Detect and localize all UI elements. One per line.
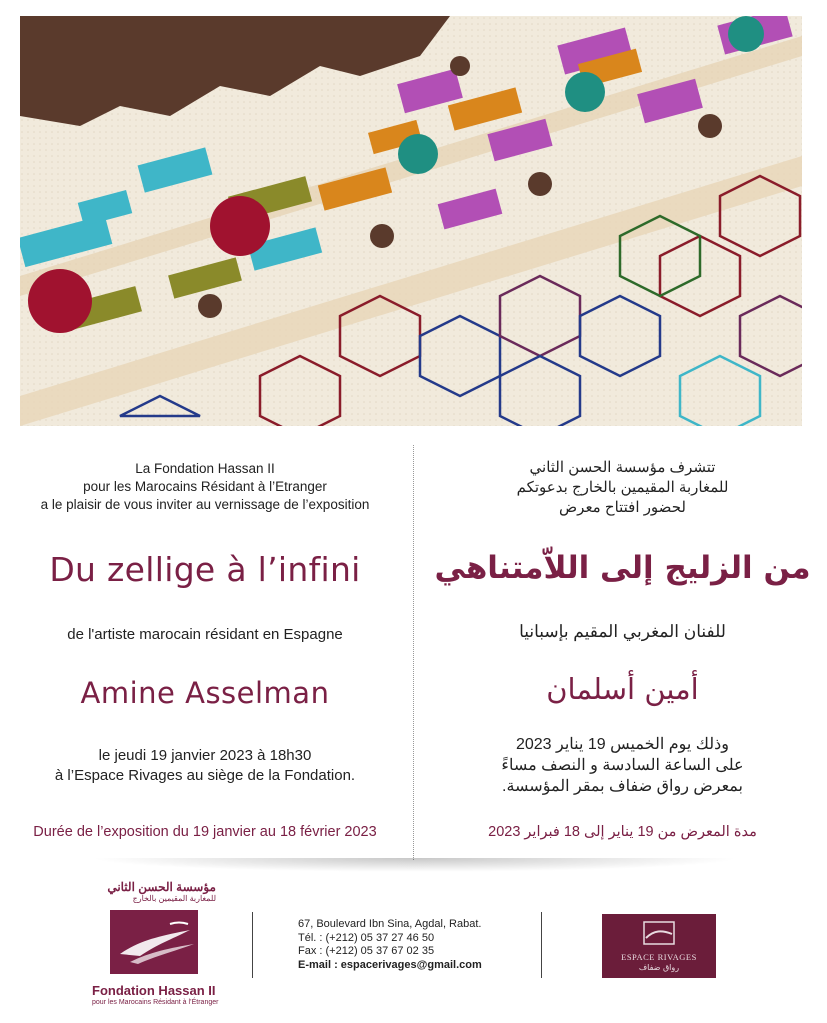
fondation-logo-arabic — [88, 880, 216, 903]
date-fr-line-1: le jeudi 19 janvier 2023 à 18h30 — [98, 747, 312, 764]
zellige-pattern-illustration — [20, 16, 802, 426]
intro-french — [0, 460, 410, 514]
intro-fr-line-2: pour les Marocains Résidant à l’Etranger — [83, 479, 327, 494]
artist-name-fr: Amine Asselman — [80, 676, 330, 710]
exhibition-duration-fr: Durée de l’exposition du 19 janvier au 18 février 2023 — [33, 824, 377, 840]
intro-ar-line-2: للمغاربة المقيمين بالخارج بدعوتكم — [516, 479, 729, 496]
date-fr-line-2: à l’Espace Rivages au siège de la Fondation. — [54, 767, 356, 784]
logo-ar-line-1: مؤسسة الحسن الثاني — [107, 880, 216, 894]
fondation-tagline: pour les Marocains Résidant à l’Étranger — [92, 999, 219, 1006]
rivages-ar-label: رواق ضفاف — [638, 963, 680, 972]
rivages-wave-icon — [602, 914, 716, 952]
espace-rivages-logo — [602, 914, 716, 978]
address-text: 67, Boulevard Ibn Sina, Agdal, Rabat. — [298, 918, 482, 930]
date-ar-line-3: بمعرض رواق ضفاف بمقر المؤسسة. — [502, 778, 743, 795]
intro-fr-line-3: a le plaisir de vous inviter au vernissage de l’exposition — [40, 497, 370, 512]
artist-subtitle-ar: للفنان المغربي المقيم بإسبانيا — [519, 622, 726, 641]
stylized-bird-icon — [110, 910, 198, 974]
date-ar-line-1: وذلك يوم الخميس 19 يناير 2023 — [515, 736, 729, 753]
section-shadow-divider — [90, 858, 740, 872]
intro-arabic — [418, 458, 827, 518]
rivages-fr-label: ESPACE RIVAGES — [621, 952, 697, 962]
event-date-ar — [418, 734, 827, 797]
fondation-name: Fondation Hassan II — [92, 983, 216, 998]
intro-ar-line-1: تتشرف مؤسسة الحسن الثاني — [529, 459, 716, 476]
zellige-hero-image — [20, 16, 802, 426]
artist-subtitle-fr: de l'artiste marocain résidant en Espagne — [67, 626, 343, 643]
contact-info — [298, 918, 482, 972]
event-date-fr — [0, 746, 410, 786]
date-ar-line-2: على الساعة السادسة و النصف مساءً — [501, 757, 744, 774]
email-link[interactable]: E-mail : espacerivages@gmail.com — [298, 958, 482, 971]
column-divider — [413, 445, 414, 860]
fax-text: Fax : (+212) 05 37 67 02 35 — [298, 945, 435, 957]
footer-divider-2 — [541, 912, 542, 978]
artist-name-ar: أمين أسلمان — [546, 672, 699, 706]
intro-ar-line-3: لحضور افتتاح معرض — [559, 499, 686, 516]
exhibition-title-ar: من الزليج إلى اللاّمتناهي — [434, 550, 811, 586]
phone-text: Tél. : (+212) 05 37 27 46 50 — [298, 931, 435, 944]
logo-ar-line-2: للمغاربة المقيمين بالخارج — [132, 894, 216, 903]
intro-fr-line-1: La Fondation Hassan II — [135, 461, 275, 476]
exhibition-duration-ar: مدة المعرض من 19 يناير إلى 18 فبراير 2023 — [488, 824, 757, 840]
footer-divider-1 — [252, 912, 253, 978]
exhibition-title-fr: Du zellige à l’infini — [49, 550, 361, 589]
fondation-logo-icon — [110, 910, 198, 974]
